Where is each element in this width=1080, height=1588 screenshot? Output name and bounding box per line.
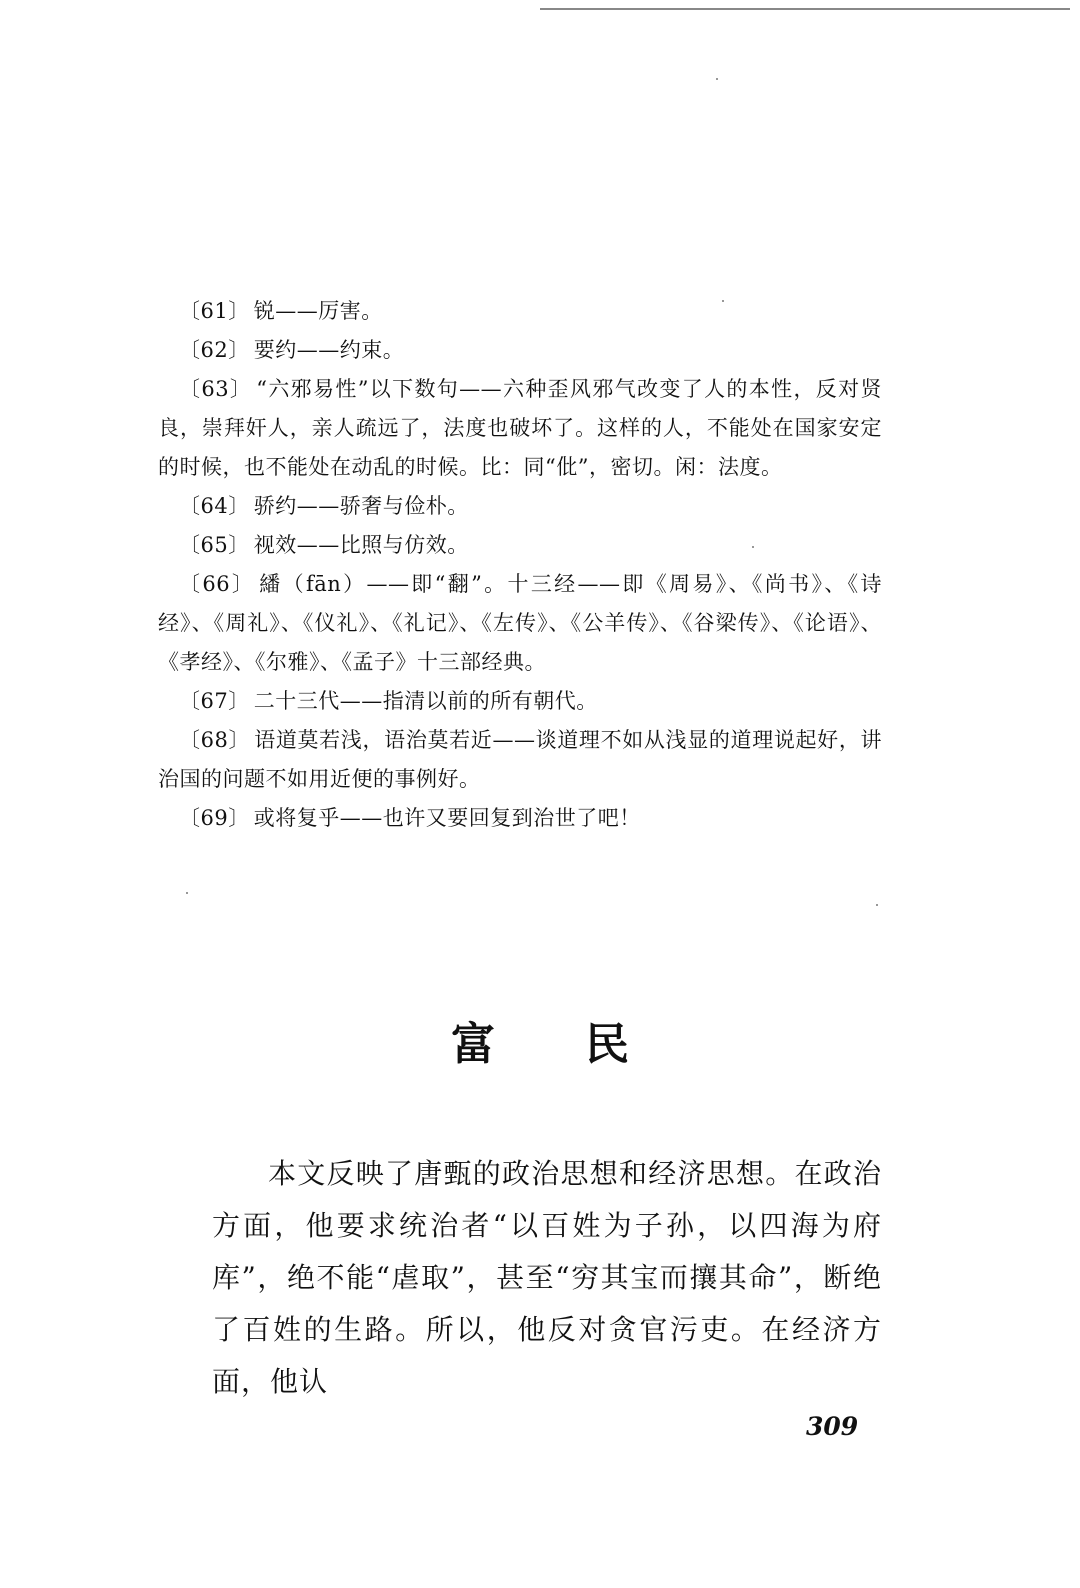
footnote-number: 〔67〕 [179,689,250,713]
footnote-number: 〔64〕 [179,494,250,518]
intro-paragraph: 本文反映了唐甄的政治思想和经济思想。在政治方面，他要求统治者“以百姓为子孙，以四海为府库”，绝不能“虐取”，甚至“穷其宝而攘其命”，断绝了百姓的生路。所以，他反对贪官污吏。在经济方面，他认 [212,1157,882,1398]
footnote-number: 〔68〕 [179,728,251,752]
footnote-61 [158,292,882,331]
footnote-number: 〔65〕 [179,533,250,557]
footnote-number: 〔61〕 [179,299,250,323]
footnote-number: 〔63〕 [179,377,253,401]
scan-speck [186,892,188,894]
footnote-number: 〔69〕 [179,806,250,830]
scan-speck [876,904,878,906]
footnote-text: 繙（fān）——即“翻”。十三经——即《周易》、《尚书》、《诗经》、《周礼》、《仪礼》、《礼记》、《左传》、《公羊传》、《谷梁传》、《论语》、《孝经》、《尔雅》、《孟子》十三部经典。 [158,572,882,674]
top-scan-line [540,8,1070,10]
footnote-62 [158,331,882,370]
footnote-63 [158,370,882,487]
footnote-text: 二十三代——指清以前的所有朝代。 [253,689,598,713]
footnote-66 [158,565,882,682]
footnote-text: 视效——比照与仿效。 [253,533,469,557]
scan-speck [716,78,718,80]
footnote-64 [158,487,882,526]
chapter-title: 富民 [451,1019,719,1070]
footnote-text: 锐——厉害。 [253,299,383,323]
footnote-68 [158,721,882,799]
footnote-text: 骄约——骄奢与俭朴。 [253,494,469,518]
footnote-number: 〔66〕 [179,572,256,596]
footnote-69 [158,799,882,838]
footnote-text: 要约——约束。 [253,338,405,362]
footnote-65 [158,526,882,565]
footnotes [158,292,882,838]
footnote-text: 或将复乎——也许又要回复到治世了吧！ [253,806,641,830]
footnote-67 [158,682,882,721]
footnote-text: 语道莫若浅，语治莫若近——谈道理不如从浅显的道理说起好，讲治国的问题不如用近便的事例好。 [158,728,882,791]
footnote-text: “六邪易性”以下数句——六种歪风邪气改变了人的本性，反对贤良，崇拜奸人，亲人疏远了，法度也破坏了。这样的人，不能处在国家安定的时候，也不能处在动乱的时候。比：同“仳”，密切。闲：法度。 [158,377,882,479]
page-number: 309 [806,1412,859,1441]
footnote-number: 〔62〕 [179,338,250,362]
